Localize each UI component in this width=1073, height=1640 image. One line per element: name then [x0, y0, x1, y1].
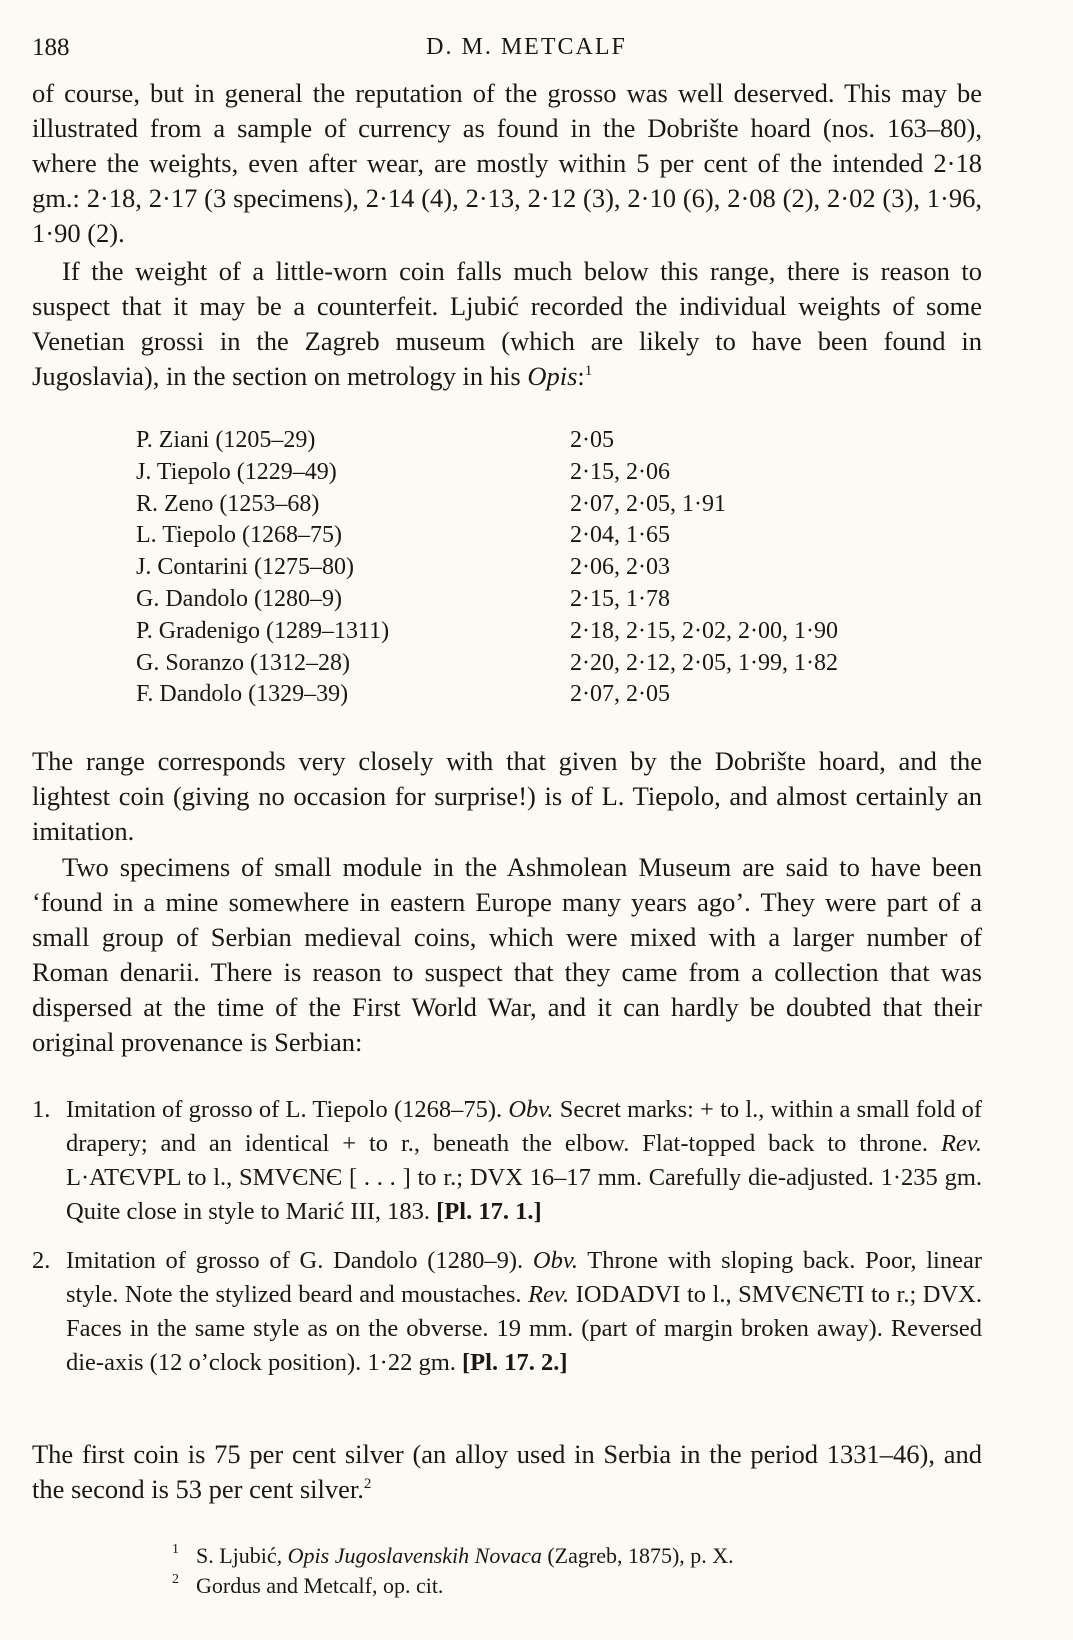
- catalogue-number: 2.: [32, 1247, 51, 1274]
- doge-name: G. Soranzo (1312–28): [136, 649, 350, 676]
- paragraph-counterfeit: [32, 254, 982, 394]
- running-head: D. M. METCALF: [426, 34, 627, 60]
- coin-weights: 2·18, 2·15, 2·02, 2·00, 1·90: [570, 617, 838, 644]
- paragraph-grosso-weights: of course, but in general the reputation of the grosso was well deserved. This may be illustrated from a sample of currency as found in the Dobrište hoard (nos. 163–80), where the weights, even after wear, are mostly within 5 per cent of the intended 2·18 gm.: 2·18, 2·17 (3 specimens), 2·14 (4), 2·13, 2·12 (3), 2·10 (6), 2·08 (2), 2·02 (3), 1·96, 1·90 (2).: [32, 78, 982, 248]
- paragraph-text: If the weight of a little-worn coin falls much below this range, there is reason to suspect that it may be a counterfeit. Ljubić recorded the individual weights of some Venetian grossi in the Zagreb museum (which are likely to have been found in Jugoslavia), in the section on metrology in his: [32, 256, 982, 391]
- doge-name: R. Zeno (1253–68): [136, 490, 320, 517]
- table-row: [136, 648, 956, 680]
- punctuation: :: [577, 361, 585, 391]
- doge-name: F. Dandolo (1329–39): [136, 681, 349, 708]
- footnote-mark: 2: [172, 1572, 179, 1587]
- doge-name: L. Tiepolo (1268–75): [136, 522, 343, 549]
- doge-name: G. Dandolo (1280–9): [136, 585, 342, 612]
- footnotes: [172, 1541, 734, 1601]
- coin-weights: 2·15, 1·78: [570, 585, 670, 612]
- page-header: [32, 34, 1021, 66]
- coin-weights: 2·05: [570, 427, 614, 453]
- paragraph-silver-content: [32, 1437, 982, 1507]
- entry-description: Imitation of grosso of L. Tiepolo (1268–75).: [66, 1096, 509, 1123]
- coin-weights: 2·15, 2·06: [570, 458, 670, 485]
- footnote-text: (Zagreb, 1875), p. X.: [541, 1543, 734, 1568]
- obverse-label: Obv.: [508, 1096, 554, 1123]
- obverse-label: Obv.: [532, 1247, 579, 1274]
- table-row: [136, 520, 956, 552]
- doge-name: J. Contarini (1275–80): [136, 554, 354, 581]
- table-row: [136, 679, 956, 711]
- footnote-ref-2[interactable]: 2: [363, 1476, 372, 1493]
- doge-name: P. Ziani (1205–29): [136, 427, 316, 453]
- table-row: [136, 457, 956, 489]
- catalogue-entry-2: [32, 1244, 982, 1380]
- work-title: Opis: [527, 361, 578, 391]
- reverse-description: IODADVI to l., SMVЄNЄTI to r.; DVX. Faces in the same style as on the obverse. 19 mm. (part of margin broken away). Reversed die-axis (12 o’clock position). 1·22 gm.: [66, 1281, 983, 1376]
- reverse-label: Rev.: [528, 1281, 570, 1308]
- footnote-mark: 1: [172, 1542, 179, 1557]
- coin-weights: 2·07, 2·05: [570, 681, 670, 708]
- coin-weights: 2·06, 2·03: [570, 554, 670, 581]
- footnote-text: Gordus and Metcalf, op. cit.: [196, 1573, 444, 1598]
- footnote-2: [172, 1571, 734, 1601]
- coin-weights: 2·04, 1·65: [570, 522, 670, 549]
- paragraph-ashmolean: Two specimens of small module in the Ashmolean Museum are said to have been ‘found in a mine somewhere in eastern Europe many years ago’. They were part of a small group of Serbian medieval coins, which were mixed with a larger number of Roman denarii. There is reason to suspect that they came from a collection that was dispersed at the time of the First World War, and it can hardly be doubted that their original provenance is Serbian:: [32, 852, 982, 1057]
- weights-table: [136, 425, 956, 711]
- table-row: [136, 425, 956, 457]
- paragraph-range: The range corresponds very closely with that given by the Dobrište hoard, and the lightest coin (giving no occasion for surprise!) is of L. Tiepolo, and almost certainly an imitation.: [32, 746, 982, 846]
- footnote-text: S. Ljubić,: [196, 1543, 288, 1568]
- catalogue-entry-1: [32, 1093, 982, 1229]
- catalogue-number: 1.: [32, 1096, 51, 1123]
- reverse-description: L·ATЄVPL to l., SMVЄNЄ [ . . . ] to r.; DVX 16–17 mm. Carefully die-adjusted. 1·235 gm. Quite close in style to Marić III, 183.: [66, 1164, 982, 1225]
- footnote-ref-1[interactable]: 1: [584, 363, 593, 380]
- footnote-1: [172, 1541, 734, 1571]
- catalogue-entry-text: [32, 1093, 982, 1229]
- doge-name: P. Gradenigo (1289–1311): [136, 617, 390, 644]
- coin-weights: 2·20, 2·12, 2·05, 1·99, 1·82: [570, 649, 838, 676]
- reverse-label: Rev.: [940, 1130, 982, 1157]
- table-row: [136, 489, 956, 521]
- page-number: 188: [32, 34, 70, 61]
- footnote-title: Opis Jugoslavenskih Novaca: [287, 1543, 542, 1568]
- coin-weights: 2·07, 2·05, 1·91: [570, 490, 726, 517]
- obverse-description: Throne with sloping back. Poor, linear style. Note the stylized beard and moustaches.: [66, 1247, 982, 1308]
- table-row: [136, 584, 956, 616]
- plate-reference: [Pl. 17. 2.]: [462, 1349, 568, 1376]
- entry-description: Imitation of grosso of G. Dandolo (1280–9).: [66, 1247, 533, 1274]
- obverse-description: Secret marks: + to l., within a small fold of drapery; and an identical + to r., beneath the elbow. Flat-topped back to throne.: [66, 1096, 982, 1157]
- paragraph-text: The first coin is 75 per cent silver (an alloy used in Serbia in the period 1331–46), and the second is 53 per cent silver.: [32, 1439, 982, 1504]
- doge-name: J. Tiepolo (1229–49): [136, 458, 337, 485]
- table-row: [136, 616, 956, 648]
- table-row: [136, 552, 956, 584]
- plate-reference: [Pl. 17. 1.]: [436, 1198, 542, 1225]
- catalogue-entry-text: [32, 1244, 982, 1380]
